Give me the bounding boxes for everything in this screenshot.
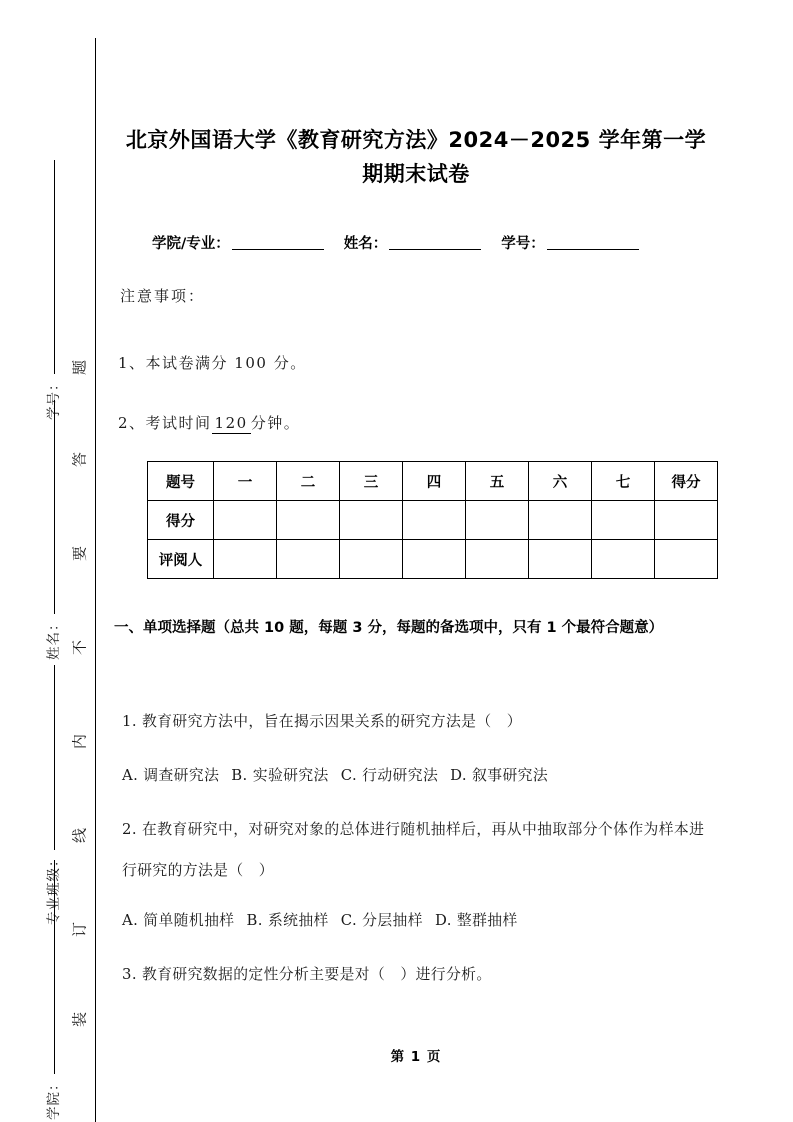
binding-char-1: 答: [70, 452, 89, 468]
question-2-options: [122, 900, 714, 941]
table-row: [148, 501, 718, 540]
binding-vertical-rule: [95, 38, 96, 1122]
reviewer-cell[interactable]: [655, 540, 718, 579]
reviewer-cell[interactable]: [592, 540, 655, 579]
sidebar-field-college: [42, 860, 62, 1120]
binding-char-0: 题: [70, 360, 89, 376]
sidebar-field-name: [42, 400, 62, 660]
student-id-input[interactable]: [547, 235, 639, 250]
binding-char-6: 订: [70, 922, 89, 938]
notice-item-1: 1、本试卷满分 100 分。: [118, 354, 307, 372]
score-cell[interactable]: [340, 501, 403, 540]
question-3-stem: 3. 教育研究数据的定性分析主要是对（ ）进行分析。: [122, 966, 492, 983]
sidebar-field-name-label: 姓名：: [46, 616, 62, 660]
sidebar-field-class-blank[interactable]: [54, 665, 55, 851]
notice-item-2-suffix: 分钟。: [250, 414, 301, 432]
question-2-stem: 2. 在教育研究中，对研究对象的总体进行随机抽样后，再从中抽取部分个体作为样本进行研究的方法是（ ）: [122, 821, 705, 879]
notice-item-2: [118, 412, 300, 433]
header-fields-row: [152, 232, 712, 253]
reviewer-cell[interactable]: [340, 540, 403, 579]
question-2-option-d[interactable]: D. 整群抽样: [434, 912, 518, 929]
sidebar-field-student-id-label: 学号：: [46, 376, 62, 420]
question-1-option-c[interactable]: C. 行动研究法: [340, 767, 439, 784]
score-cell[interactable]: [277, 501, 340, 540]
score-cell[interactable]: [655, 501, 718, 540]
score-table-header-3: 三: [340, 462, 403, 501]
binding-char-7: 装: [70, 1012, 89, 1028]
question-1-option-d[interactable]: D. 叙事研究法: [450, 767, 549, 784]
question-1-option-a[interactable]: A. 调查研究法: [122, 767, 220, 784]
score-cell[interactable]: [529, 501, 592, 540]
sidebar-field-student-id: [42, 160, 62, 420]
score-table-header-4: 四: [403, 462, 466, 501]
page-footer: 第 1 页: [390, 1049, 442, 1065]
question-1-option-b[interactable]: B. 实验研究法: [231, 767, 329, 784]
score-table-header-6: 六: [529, 462, 592, 501]
score-table-header-0: 题号: [148, 462, 214, 501]
binding-char-5: 线: [70, 828, 89, 844]
name-input[interactable]: [389, 235, 481, 250]
binding-char-3: 不: [70, 640, 89, 656]
sidebar-field-name-blank[interactable]: [54, 400, 55, 615]
question-2-option-a[interactable]: A. 简单随机抽样: [122, 912, 235, 929]
page-title: 北京外国语大学《教育研究方法》2024－2025 学年第一学期期末试卷: [125, 128, 707, 186]
question-1-options: [122, 755, 714, 796]
college-major-label: 学院/专业：: [152, 236, 230, 252]
reviewer-cell[interactable]: [466, 540, 529, 579]
score-row-label: 得分: [148, 501, 214, 540]
score-cell[interactable]: [403, 501, 466, 540]
score-table: [147, 461, 718, 579]
college-major-input[interactable]: [232, 235, 324, 250]
reviewer-cell[interactable]: [403, 540, 466, 579]
question-1-stem: 1. 教育研究方法中，旨在揭示因果关系的研究方法是（ ）: [122, 713, 522, 730]
binding-char-4: 内: [70, 734, 89, 750]
score-table-header-7: 七: [592, 462, 655, 501]
reviewer-cell[interactable]: [214, 540, 277, 579]
section-one-heading: 一、单项选择题（总共 10 题，每题 3 分，每题的备选项中，只有 1 个最符合题意）: [114, 620, 664, 636]
notice-item-2-prefix: 2、考试时间: [118, 414, 212, 432]
sidebar-field-college-label: 学院：: [46, 1076, 62, 1120]
sidebar-field-college-blank[interactable]: [54, 860, 55, 1075]
score-table-header-1: 一: [214, 462, 277, 501]
table-row: [148, 462, 718, 501]
score-table-header-2: 二: [277, 462, 340, 501]
student-id-label: 学号：: [501, 236, 545, 252]
score-cell[interactable]: [592, 501, 655, 540]
question-2-option-c[interactable]: C. 分层抽样: [340, 912, 423, 929]
score-table-header-5: 五: [466, 462, 529, 501]
sidebar-field-student-id-blank[interactable]: [54, 160, 55, 375]
table-row: [148, 540, 718, 579]
question-2-option-b[interactable]: B. 系统抽样: [246, 912, 329, 929]
exam-paper-body: [112, 0, 712, 1122]
name-label: 姓名：: [343, 236, 388, 252]
reviewer-cell[interactable]: [277, 540, 340, 579]
notice-heading: 注意事项：: [120, 287, 206, 305]
exam-duration-value[interactable]: 120: [212, 414, 251, 434]
binding-sidebar: [0, 0, 100, 1122]
binding-char-2: 要: [70, 546, 89, 562]
score-table-header-8: 得分: [655, 462, 718, 501]
score-cell[interactable]: [466, 501, 529, 540]
score-cell[interactable]: [214, 501, 277, 540]
reviewer-row-label: 评阅人: [148, 540, 214, 579]
reviewer-cell[interactable]: [529, 540, 592, 579]
sidebar-field-class-label: 专业班级：: [46, 852, 62, 925]
